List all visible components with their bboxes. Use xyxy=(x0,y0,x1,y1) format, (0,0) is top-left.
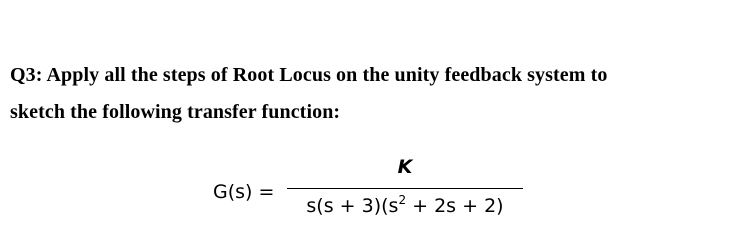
denominator-exponent: 2 xyxy=(398,192,407,207)
denominator-prefix: s(s + 3)(s xyxy=(306,195,399,217)
transfer-function-equation xyxy=(203,155,543,245)
fraction-numerator: K xyxy=(397,156,413,178)
equation-lhs: G(s) = xyxy=(213,181,275,203)
fraction-denominator xyxy=(285,192,525,217)
denominator-suffix: + 2s + 2) xyxy=(406,195,504,217)
equation-fraction xyxy=(285,155,525,245)
question-line-2: sketch the following transfer function: xyxy=(10,101,341,123)
question-line-1: Q3: Apply all the steps of Root Locus on the unity feedback system to xyxy=(10,64,608,86)
fraction-bar xyxy=(287,188,523,189)
